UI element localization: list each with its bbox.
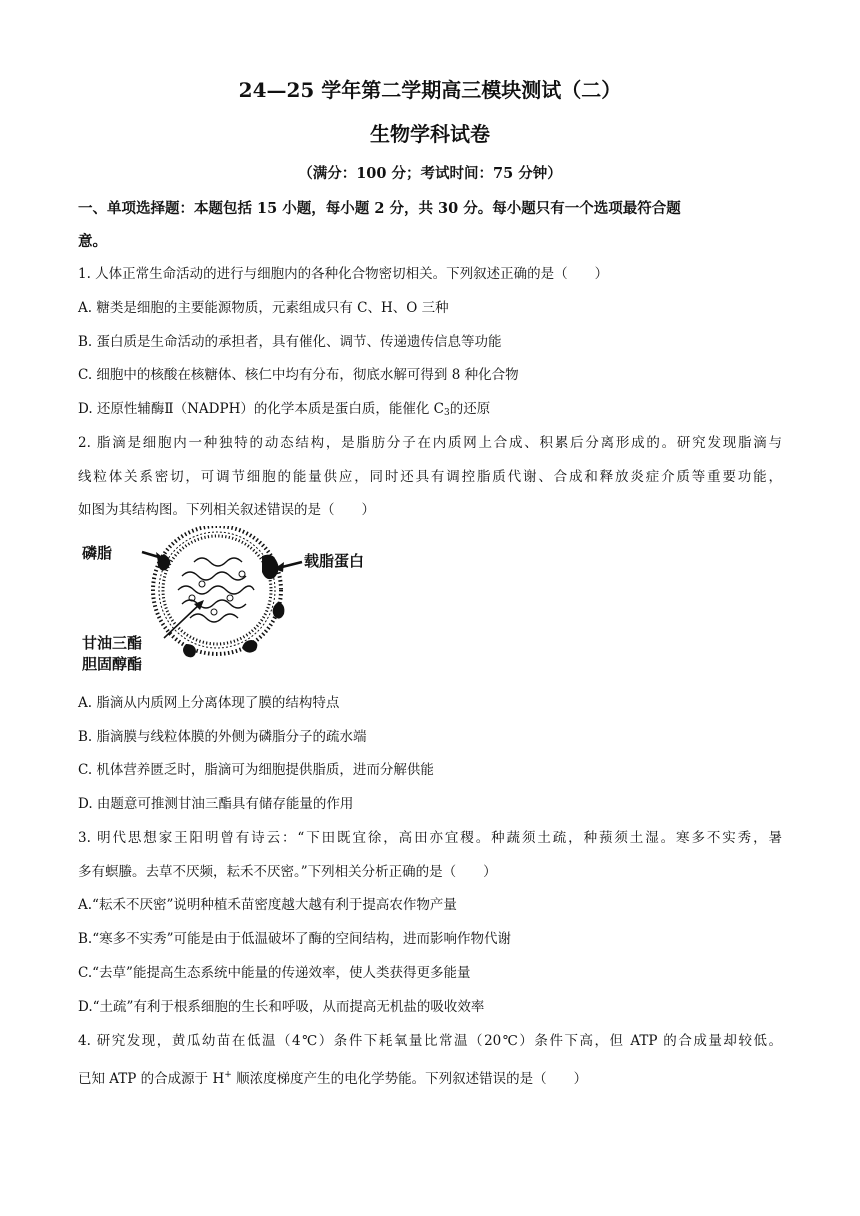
section-heading-line1: 一、单项选择题：本题包括 15 小题，每小题 2 分，共 30 分。每小题只有一个选项最符合题 — [78, 200, 681, 217]
q1-option-b: B. 蛋白质是生命活动的承担者，具有催化、调节、传递遗传信息等功能 — [78, 334, 502, 350]
q1-option-d-text: D. 还原性辅酶Ⅱ（NADPH）的化学本质是蛋白质，能催化 C — [78, 401, 444, 417]
q3-stem-line1: 3. 明代思想家王阳明曾有诗云：“下田既宜徐，高田亦宜稷。种蔬须土疏，种蓣须土湿。寒多不实秀，暑 — [78, 830, 782, 846]
exam-meta: （满分：100 分；考试时间：75 分钟） — [298, 165, 562, 182]
q3-option-b: B.“寒多不实秀”可能是由于低温破坏了酶的空间结构，进而影响作物代谢 — [78, 931, 512, 947]
exam-subtitle: 生物学科试卷 — [370, 122, 490, 146]
q3-option-c: C.“去草”能提高生态系统中能量的传递效率，使人类获得更多能量 — [78, 965, 471, 981]
label-triglyceride: 甘油三酯 — [82, 634, 143, 652]
q2-stem-line3: 如图为其结构图。下列相关叙述错误的是（ ） — [78, 502, 375, 518]
q3-stem-line2: 多有螟螣。去草不厌频，耘禾不厌密。”下列相关分析正确的是（ ） — [78, 864, 497, 880]
label-apolipoprotein: 载脂蛋白 — [304, 552, 365, 570]
label-phospholipid: 磷脂 — [82, 544, 113, 562]
lipid-droplet-figure — [82, 526, 392, 678]
q2-stem-line2: 线粒体关系密切，可调节细胞的能量供应，同时还具有调控脂质代谢、合成和释放炎症介质等重要功能， — [78, 469, 782, 485]
q3-option-d: D.“土疏”有利于根系细胞的生长和呼吸，从而提高无机盐的吸收效率 — [78, 999, 485, 1015]
q2-option-b: B. 脂滴膜与线粒体膜的外侧为磷脂分子的疏水端 — [78, 729, 367, 745]
q4-superscript: + — [224, 1070, 232, 1080]
q3-option-a: A.“耘禾不厌密”说明种植禾苗密度越大越有利于提高农作物产量 — [78, 897, 457, 913]
q2-option-c: C. 机体营养匮乏时，脂滴可为细胞提供脂质，进而分解供能 — [78, 762, 434, 778]
q2-option-d: D. 由题意可推测甘油三酯具有储存能量的作用 — [78, 796, 354, 812]
q1-option-d — [78, 399, 782, 423]
q2-stem-line1: 2. 脂滴是细胞内一种独特的动态结构，是脂肪分子在内质网上合成、积累后分离形成的。研究发现脂滴与 — [78, 435, 782, 451]
q1-stem: 1. 人体正常生命活动的进行与细胞内的各种化合物密切相关。下列叙述正确的是（ ） — [78, 266, 609, 282]
q2-option-a: A. 脂滴从内质网上分离体现了膜的结构特点 — [78, 695, 340, 711]
q1-option-d-text-end: 的还原 — [449, 401, 491, 417]
q4-stem-line2-text-end: 顺浓度梯度产生的电化学势能。下列叙述错误的是（ ） — [231, 1071, 588, 1087]
q1-option-a: A. 糖类是细胞的主要能源物质，元素组成只有 C、H、O 三种 — [78, 300, 449, 316]
q4-stem-line1: 4. 研究发现，黄瓜幼苗在低温（4℃）条件下耗氧量比常温（20℃）条件下高，但 ATP 的合成量却较低。 — [78, 1033, 782, 1049]
section-heading-line2: 意。 — [78, 233, 107, 250]
q4-stem-line2-text: 已知 ATP 的合成源于 H — [78, 1071, 225, 1087]
q1-option-d-subscript: 3 — [443, 408, 450, 418]
label-cholesterol-ester: 胆固醇酯 — [82, 655, 143, 673]
exam-title: 24—25 学年第二学期高三模块测试（二） — [238, 78, 622, 102]
q4-stem-line2 — [78, 1065, 782, 1089]
q1-option-c: C. 细胞中的核酸在核糖体、核仁中均有分布，彻底水解可得到 8 种化合物 — [78, 367, 519, 383]
section-heading — [78, 192, 782, 258]
